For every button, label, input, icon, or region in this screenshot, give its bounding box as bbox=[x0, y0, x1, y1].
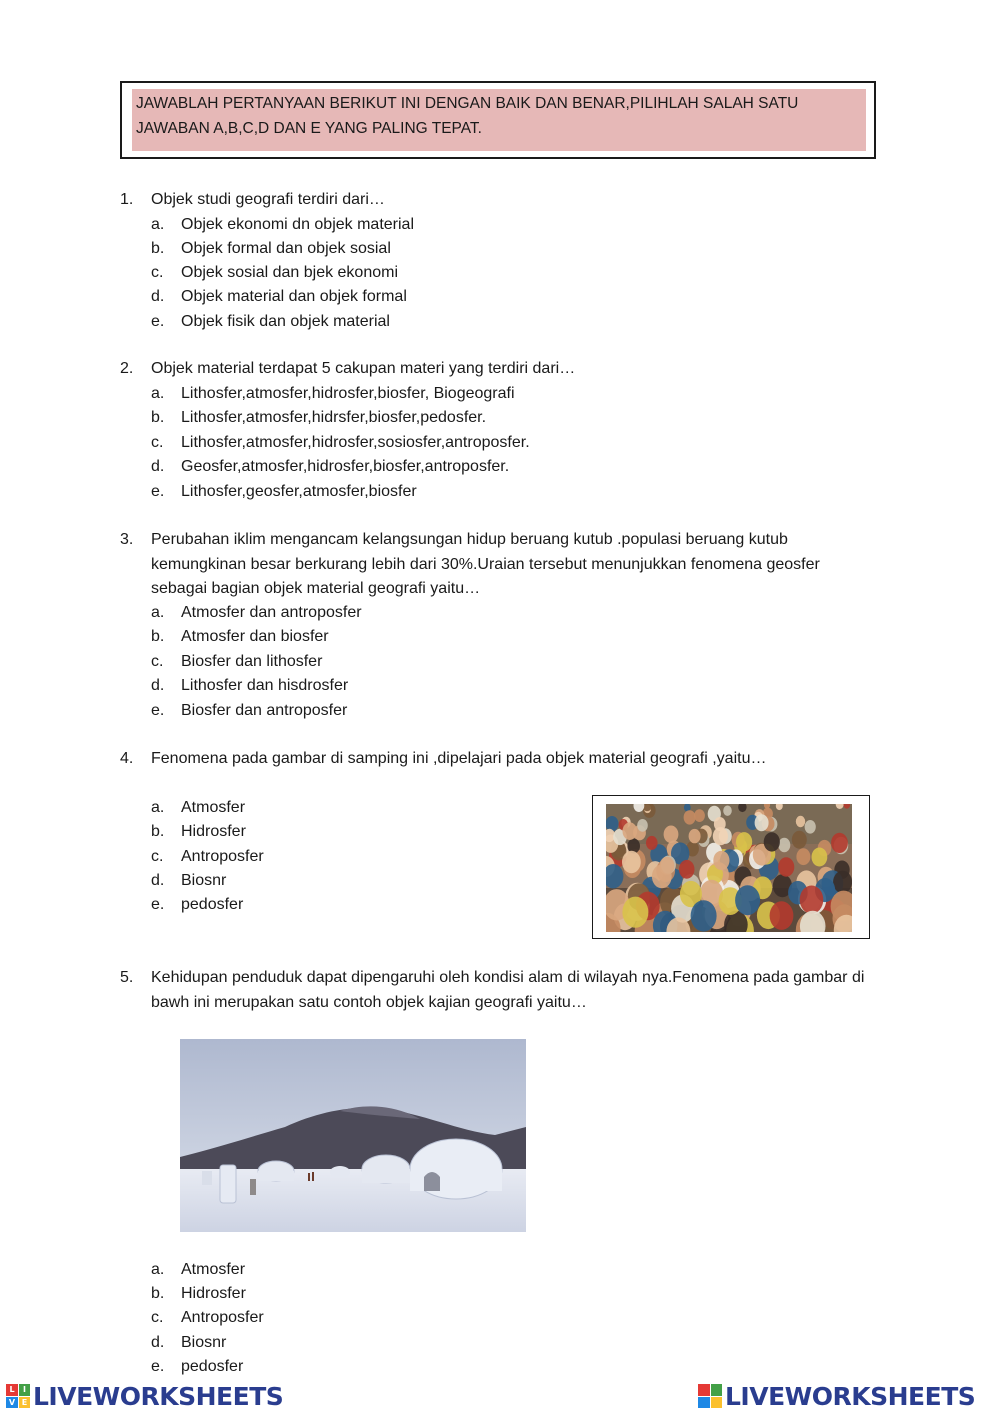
question-line: Kehidupan penduduk dapat dipengaruhi oleh kondisi alam di wilayah nya.Fenomena pada gambar di bbox=[151, 969, 865, 986]
option-letter: e. bbox=[151, 896, 165, 913]
liveworksheets-brand-right[interactable] bbox=[698, 1382, 975, 1410]
logo-letter: V bbox=[6, 1397, 18, 1409]
option-c[interactable] bbox=[151, 1306, 264, 1330]
option-letter: a. bbox=[151, 604, 165, 621]
logo-letter bbox=[711, 1384, 723, 1396]
crowd-figure bbox=[796, 816, 805, 827]
option-letter: c. bbox=[151, 264, 164, 281]
question-number: 4. bbox=[120, 750, 134, 767]
liveworksheets-logo-icon bbox=[698, 1384, 722, 1408]
option-b[interactable] bbox=[151, 820, 246, 844]
option-text: Biosfer dan antroposfer bbox=[181, 702, 348, 719]
option-text: Biosnr bbox=[181, 1334, 227, 1351]
crowd-figure bbox=[805, 820, 816, 834]
option-letter: e. bbox=[151, 313, 165, 330]
logo-letter bbox=[711, 1397, 723, 1409]
option-letter: c. bbox=[151, 434, 164, 451]
option-letter: c. bbox=[151, 848, 164, 865]
logo-letter: L bbox=[6, 1384, 18, 1396]
crowd-figure bbox=[735, 885, 760, 915]
crowd-figure bbox=[833, 871, 852, 894]
option-text: Hidrosfer bbox=[181, 1285, 246, 1302]
option-text: Atmosfer dan biosfer bbox=[181, 628, 329, 645]
question-text bbox=[151, 357, 575, 382]
crowd-figure bbox=[723, 806, 732, 816]
option-text: pedosfer bbox=[181, 1358, 244, 1375]
crowd-figure bbox=[713, 827, 728, 845]
crowd-figure bbox=[755, 814, 769, 831]
question-line: Objek studi geografi terdiri dari… bbox=[151, 191, 385, 208]
option-letter: b. bbox=[151, 409, 165, 426]
option-a[interactable] bbox=[151, 796, 245, 820]
option-c[interactable] bbox=[151, 845, 264, 869]
option-c[interactable] bbox=[151, 650, 322, 674]
crowd-image bbox=[606, 804, 852, 932]
option-letter: a. bbox=[151, 799, 165, 816]
option-text: Lithosfer,atmosfer,hidrosfer,sosiosfer,antroposfer. bbox=[181, 434, 530, 451]
brand-text: LIVEWORKSHEETS bbox=[33, 1381, 284, 1411]
crowd-figure bbox=[622, 897, 648, 928]
option-text: Objek ekonomi dn objek material bbox=[181, 216, 415, 233]
option-letter: a. bbox=[151, 385, 165, 402]
option-c[interactable] bbox=[151, 431, 530, 455]
option-text: Objek fisik dan objek material bbox=[181, 313, 390, 330]
crowd-figure bbox=[770, 901, 794, 930]
crowd-figure bbox=[664, 826, 679, 844]
option-letter: e. bbox=[151, 702, 165, 719]
logo-letter: E bbox=[19, 1397, 31, 1409]
option-text: Geosfer,atmosfer,hidrosfer,biosfer,antroposfer. bbox=[181, 458, 510, 475]
crowd-figure bbox=[831, 833, 848, 853]
question-line: Objek material terdapat 5 cakupan materi yang terdiri dari… bbox=[151, 360, 576, 377]
question-number: 2. bbox=[120, 360, 134, 377]
option-text: Hidrosfer bbox=[181, 823, 246, 840]
question-text bbox=[151, 188, 385, 213]
option-letter: d. bbox=[151, 458, 165, 475]
option-letter: e. bbox=[151, 483, 165, 500]
crowd-figure bbox=[684, 810, 696, 824]
option-text: Antroposfer bbox=[181, 848, 264, 865]
crowd-figure bbox=[660, 857, 675, 875]
crowd-figure bbox=[623, 822, 638, 840]
question-line: kemungkinan besar berkurang lebih dari 30%.Uraian tersebut menunjukkan fenomena geosfer bbox=[151, 555, 820, 573]
question-text bbox=[151, 966, 864, 1015]
crowd-figure bbox=[713, 851, 729, 870]
option-text: pedosfer bbox=[181, 896, 244, 913]
option-letter: c. bbox=[151, 1309, 164, 1326]
option-c[interactable] bbox=[151, 261, 398, 285]
question-text bbox=[151, 747, 766, 772]
option-a[interactable] bbox=[151, 601, 362, 625]
option-letter: d. bbox=[151, 677, 165, 694]
crowd-figure bbox=[694, 809, 705, 822]
crowd-figure bbox=[691, 900, 717, 931]
crowd-figure bbox=[792, 831, 807, 849]
question-number: 5. bbox=[120, 969, 134, 986]
option-text: Antroposfer bbox=[181, 1309, 264, 1326]
crowd-figure bbox=[622, 851, 641, 873]
crowd-figure bbox=[778, 857, 794, 876]
option-text: Objek sosial dan bjek ekonomi bbox=[181, 264, 399, 281]
crowd-figure bbox=[736, 832, 752, 851]
option-letter: d. bbox=[151, 1334, 165, 1351]
option-d[interactable] bbox=[151, 285, 407, 309]
question-line: sebagai bagian objek material geografi yaitu… bbox=[151, 580, 481, 597]
option-e[interactable] bbox=[151, 893, 243, 917]
option-a[interactable] bbox=[151, 1258, 245, 1282]
option-a[interactable] bbox=[151, 382, 515, 406]
option-text: Atmosfer bbox=[181, 1261, 246, 1278]
question-number: 3. bbox=[120, 531, 134, 548]
option-b[interactable] bbox=[151, 237, 391, 261]
crowd-figure bbox=[646, 836, 658, 850]
option-text: Objek formal dan objek sosial bbox=[181, 240, 391, 257]
option-d[interactable] bbox=[151, 869, 226, 893]
option-text: Lithosfer,atmosfer,hidrosfer,biosfer, Biogeografi bbox=[181, 385, 515, 402]
option-letter: d. bbox=[151, 288, 165, 305]
instruction-line-1: JAWABLAH PERTANYAAN BERIKUT INI DENGAN BAIK DAN BENAR,PILIHLAH SALAH SATU bbox=[136, 95, 799, 112]
option-letter: b. bbox=[151, 1285, 165, 1302]
option-text: Objek material dan objek formal bbox=[181, 288, 407, 305]
instruction-box bbox=[120, 81, 876, 159]
option-text: Biosnr bbox=[181, 872, 227, 889]
option-e[interactable] bbox=[151, 310, 390, 334]
option-b[interactable] bbox=[151, 625, 329, 649]
option-text: Biosfer dan lithosfer bbox=[181, 653, 323, 670]
igloo-image bbox=[180, 1039, 526, 1232]
brand-text: LIVEWORKSHEETS bbox=[725, 1381, 976, 1411]
option-text: Lithosfer,geosfer,atmosfer,biosfer bbox=[181, 483, 417, 500]
option-letter: b. bbox=[151, 240, 165, 257]
option-letter: c. bbox=[151, 653, 164, 670]
option-e[interactable] bbox=[151, 1355, 243, 1379]
crowd-figure bbox=[812, 848, 828, 867]
option-text: Atmosfer dan antroposfer bbox=[181, 604, 362, 621]
question-line: bawh ini merupakan satu contoh objek kajian geografi yaitu… bbox=[151, 993, 587, 1011]
option-letter: b. bbox=[151, 823, 165, 840]
logo-letter bbox=[698, 1397, 710, 1409]
crowd-figure bbox=[778, 838, 790, 852]
option-d[interactable] bbox=[151, 1331, 226, 1355]
option-e[interactable] bbox=[151, 699, 347, 723]
crowd-image-frame bbox=[592, 795, 870, 939]
option-b[interactable] bbox=[151, 1282, 246, 1306]
crowd-figure bbox=[800, 886, 824, 914]
crowd-figure bbox=[796, 848, 810, 865]
crowd-figure bbox=[679, 860, 695, 879]
option-letter: a. bbox=[151, 1261, 165, 1278]
instruction-highlight bbox=[132, 89, 866, 151]
option-text: Lithosfer,atmosfer,hidrsfer,biosfer,pedosfer. bbox=[181, 409, 487, 426]
option-letter: a. bbox=[151, 216, 165, 233]
option-text: Lithosfer dan hisdrosfer bbox=[181, 677, 349, 694]
question-line: Perubahan iklim mengancam kelangsungan hidup beruang kutub .populasi beruang kutub bbox=[151, 531, 788, 548]
option-d[interactable] bbox=[151, 455, 509, 479]
option-letter: e. bbox=[151, 1358, 165, 1375]
question-line: Fenomena pada gambar di samping ini ,dipelajari pada objek material geografi ,yaitu… bbox=[151, 750, 767, 767]
crowd-figure bbox=[689, 829, 701, 843]
option-text: Atmosfer bbox=[181, 799, 246, 816]
option-letter: d. bbox=[151, 872, 165, 889]
option-e[interactable] bbox=[151, 480, 417, 504]
liveworksheets-logo-icon bbox=[6, 1384, 30, 1408]
option-d[interactable] bbox=[151, 674, 348, 698]
question-number: 1. bbox=[120, 191, 134, 208]
liveworksheets-brand-left[interactable] bbox=[6, 1382, 283, 1410]
option-a[interactable] bbox=[151, 213, 414, 237]
logo-letter bbox=[698, 1384, 710, 1396]
crowd-figure bbox=[764, 832, 780, 851]
option-b[interactable] bbox=[151, 406, 486, 430]
logo-letter: I bbox=[19, 1384, 31, 1396]
question-text bbox=[151, 528, 820, 602]
instruction-line-2: JAWABAN A,B,C,D DAN E YANG PALING TEPAT. bbox=[136, 120, 482, 137]
option-letter: b. bbox=[151, 628, 165, 645]
crowd-figure bbox=[637, 819, 648, 832]
